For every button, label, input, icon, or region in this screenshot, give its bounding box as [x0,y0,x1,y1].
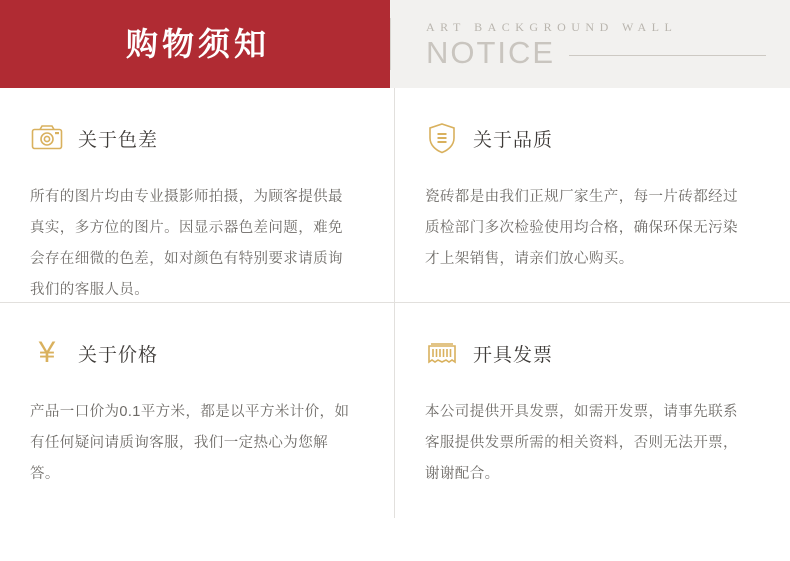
yen-price-icon: ¥ [38,336,56,369]
notice-title: 关于价格 [78,344,159,366]
header-subtitle-small: ART BACKGROUND WALL [426,20,678,34]
camera-icon [30,121,64,155]
page-title: 购物须知 [125,26,270,62]
notice-title: 关于色差 [78,129,159,151]
notice-header [30,114,354,162]
shield-quality-icon [425,121,459,155]
bottom-spacer [0,518,790,561]
notice-header [425,329,750,377]
notice-title: 关于品质 [473,129,554,151]
notice-grid [0,88,790,518]
notice-text: 瓷砖都是由我们正规厂家生产，每一片砖都经过质检部门多次检验使用均合格，确保环保无污染才上架销售，请亲们放心购买。 [425,189,738,267]
notice-item-quality [395,88,790,303]
notice-item-price [0,303,395,518]
notice-text: 本公司提供开具发票，如需开发票，请事先联系客服提供发票所需的相关资料，否则无法开票，谢谢配合。 [425,404,738,482]
header-subtitle-row [426,37,790,68]
notice-text: 产品一口价为0.1平方米，都是以平方米计价，如有任何疑问请质询客服，我们一定热心为您解答。 [30,404,350,482]
header-subtitle-block [390,0,790,88]
header-rule [569,55,766,56]
invoice-icon [425,336,459,370]
page-header [0,0,790,88]
notice-item-color [0,88,395,303]
notice-header [30,329,354,377]
notice-text: 所有的图片均由专业摄影师拍摄，为顾客提供最真实，多方位的图片。因显示器色差问题，难免会存在细微的色差，如对颜色有特别要求请质询我们的客服人员。 [30,189,343,298]
header-title-block [0,0,390,88]
notice-item-invoice [395,303,790,518]
notice-title: 开具发票 [473,344,554,366]
header-subtitle-large: NOTICE [426,35,556,70]
notice-header [425,114,750,162]
